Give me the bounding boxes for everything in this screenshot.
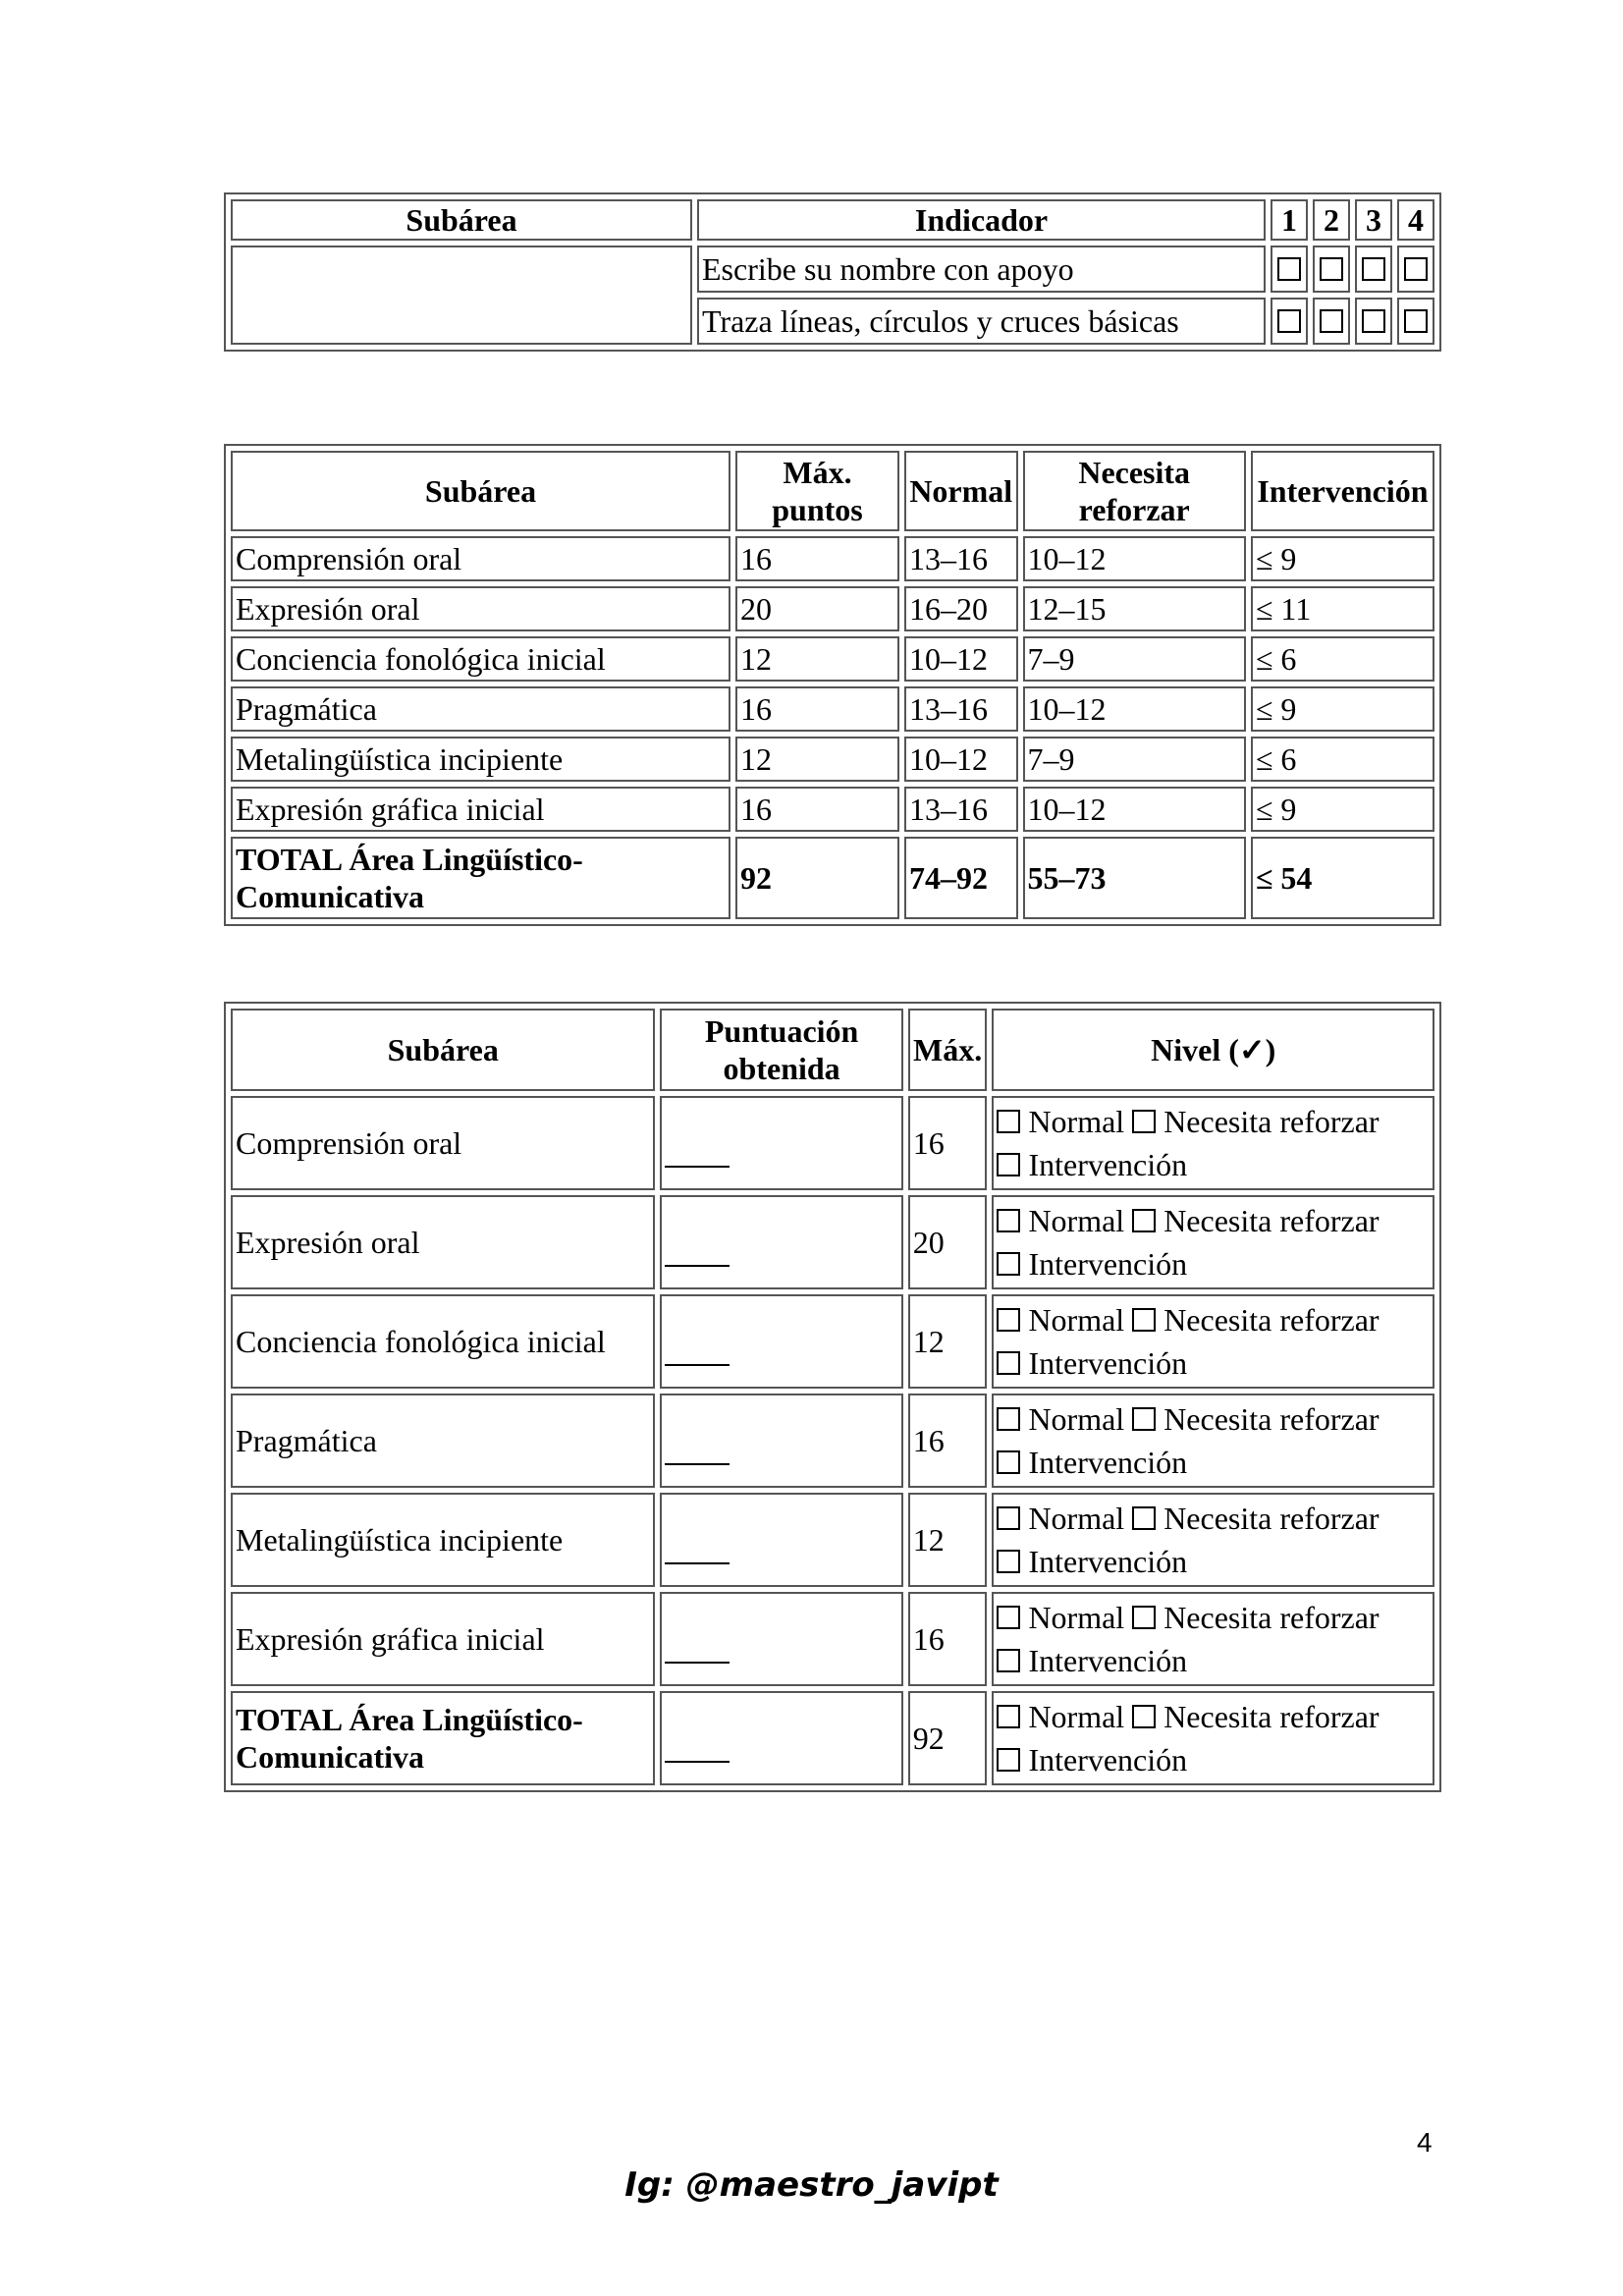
subarea-cell: Pragmática: [231, 1394, 655, 1488]
table-row: [231, 1294, 1434, 1389]
necesita-cell: 10–12: [1023, 686, 1246, 732]
intervencion-checkbox[interactable]: [997, 1153, 1020, 1176]
nivel-cell: [992, 1493, 1434, 1587]
nivel-cell: [992, 1195, 1434, 1289]
results-table: [224, 1002, 1441, 1792]
necesita-cell: 12–15: [1023, 586, 1246, 631]
score-blank-line[interactable]: [665, 1741, 730, 1763]
table-row: [231, 586, 1434, 631]
intervencion-cell: ≤ 6: [1251, 737, 1434, 782]
table-header-row: [231, 451, 1434, 531]
checkbox-icon: [1404, 257, 1428, 281]
table-row: [231, 536, 1434, 581]
necesita-reforzar-label: Necesita reforzar: [1163, 1600, 1380, 1635]
total-row: [231, 837, 1434, 919]
total-row: [231, 1691, 1434, 1785]
normal-checkbox[interactable]: [997, 1110, 1020, 1133]
header-normal: Normal: [904, 451, 1018, 531]
header-level-1: 1: [1271, 199, 1308, 241]
intervencion-cell: ≤ 9: [1251, 686, 1434, 732]
table-row: [231, 686, 1434, 732]
necesita-cell: 7–9: [1023, 737, 1246, 782]
subarea-cell: TOTAL Área Lingüístico-Comunicativa: [231, 1691, 655, 1785]
score-field[interactable]: [660, 1195, 902, 1289]
intervencion-cell: ≤ 9: [1251, 787, 1434, 832]
necesita-reforzar-checkbox[interactable]: [1132, 1407, 1156, 1431]
header-necesita-reforzar: Necesita reforzar: [1023, 451, 1246, 531]
max-cell: 12: [908, 1294, 988, 1389]
score-field[interactable]: [660, 1691, 902, 1785]
table-row: [231, 246, 1434, 293]
max-cell: 16: [735, 787, 899, 832]
intervencion-label: Intervención: [1028, 1147, 1188, 1182]
max-cell: 16: [908, 1394, 988, 1488]
normal-cell: 10–12: [904, 636, 1018, 682]
score-field[interactable]: [660, 1096, 902, 1190]
checkbox-icon: [1320, 309, 1343, 333]
level-1-checkbox[interactable]: [1271, 298, 1308, 345]
normal-cell: 10–12: [904, 737, 1018, 782]
necesita-cell: 7–9: [1023, 636, 1246, 682]
header-subarea: Subárea: [231, 199, 692, 241]
intervencion-label: Intervención: [1028, 1643, 1188, 1678]
table-row: [231, 636, 1434, 682]
max-cell: 16: [908, 1096, 988, 1190]
checkbox-icon: [1362, 309, 1385, 333]
normal-label: Normal: [1028, 1699, 1125, 1734]
normal-cell: 13–16: [904, 686, 1018, 732]
max-cell: 16: [735, 686, 899, 732]
score-blank-line[interactable]: [665, 1245, 730, 1267]
intervencion-cell: ≤ 9: [1251, 536, 1434, 581]
score-blank-line[interactable]: [665, 1543, 730, 1564]
nivel-cell: [992, 1294, 1434, 1389]
indicador-cell: Traza líneas, círculos y cruces básicas: [697, 298, 1266, 345]
necesita-cell: 10–12: [1023, 536, 1246, 581]
intervencion-label: Intervención: [1028, 1246, 1188, 1282]
indicator-checklist-table: [224, 192, 1441, 352]
header-subarea: Subárea: [231, 1009, 655, 1091]
level-4-checkbox[interactable]: [1397, 298, 1434, 345]
intervencion-checkbox[interactable]: [997, 1748, 1020, 1772]
table-header-row: [231, 1009, 1434, 1091]
intervencion-cell: ≤ 6: [1251, 636, 1434, 682]
score-field[interactable]: [660, 1493, 902, 1587]
level-1-checkbox[interactable]: [1271, 246, 1308, 293]
header-puntuacion-obtenida: Puntuación obtenida: [660, 1009, 902, 1091]
normal-checkbox[interactable]: [997, 1407, 1020, 1431]
normal-label: Normal: [1028, 1600, 1125, 1635]
intervencion-label: Intervención: [1028, 1345, 1188, 1381]
table-row: [231, 787, 1434, 832]
normal-checkbox[interactable]: [997, 1506, 1020, 1530]
nivel-cell: [992, 1691, 1434, 1785]
normal-checkbox[interactable]: [997, 1705, 1020, 1728]
table-header-row: [231, 199, 1434, 241]
necesita-cell: 10–12: [1023, 787, 1246, 832]
intervencion-checkbox[interactable]: [997, 1550, 1020, 1573]
header-max: Máx.: [908, 1009, 988, 1091]
score-blank-line[interactable]: [665, 1642, 730, 1664]
indicador-cell: Escribe su nombre con apoyo: [697, 246, 1266, 293]
necesita-reforzar-label: Necesita reforzar: [1163, 1699, 1380, 1734]
header-intervencion: Intervención: [1251, 451, 1434, 531]
intervencion-checkbox[interactable]: [997, 1649, 1020, 1672]
necesita-reforzar-label: Necesita reforzar: [1163, 1104, 1380, 1139]
intervencion-label: Intervención: [1028, 1544, 1188, 1579]
normal-label: Normal: [1028, 1302, 1125, 1338]
normal-label: Normal: [1028, 1203, 1125, 1238]
level-3-checkbox[interactable]: [1355, 246, 1392, 293]
nivel-cell: [992, 1592, 1434, 1686]
max-cell: 92: [735, 837, 899, 919]
subarea-cell: Expresión gráfica inicial: [231, 1592, 655, 1686]
score-blank-line[interactable]: [665, 1444, 730, 1465]
score-field[interactable]: [660, 1394, 902, 1488]
table-row: [231, 1592, 1434, 1686]
header-indicador: Indicador: [697, 199, 1266, 241]
subarea-cell: [231, 246, 692, 345]
header-nivel: Nivel (✓): [992, 1009, 1434, 1091]
normal-label: Normal: [1028, 1501, 1125, 1536]
page-number: 4: [1417, 2127, 1433, 2158]
level-3-checkbox[interactable]: [1355, 298, 1392, 345]
table-row: [231, 1394, 1434, 1488]
header-max-puntos: Máx. puntos: [735, 451, 899, 531]
subarea-cell: Pragmática: [231, 686, 730, 732]
table-row: [231, 1096, 1434, 1190]
intervencion-cell: ≤ 54: [1251, 837, 1434, 919]
checkbox-icon: [1362, 257, 1385, 281]
checkbox-icon: [1404, 309, 1428, 333]
subarea-cell: Metalingüística incipiente: [231, 1493, 655, 1587]
necesita-reforzar-checkbox[interactable]: [1132, 1209, 1156, 1232]
necesita-reforzar-checkbox[interactable]: [1132, 1606, 1156, 1629]
max-cell: 16: [735, 536, 899, 581]
normal-cell: 13–16: [904, 536, 1018, 581]
table-row: [231, 737, 1434, 782]
nivel-cell: [992, 1096, 1434, 1190]
header-level-3: 3: [1355, 199, 1392, 241]
intervencion-checkbox[interactable]: [997, 1351, 1020, 1375]
header-subarea: Subárea: [231, 451, 730, 531]
subarea-cell: Expresión oral: [231, 1195, 655, 1289]
checkbox-icon: [1277, 309, 1301, 333]
necesita-reforzar-label: Necesita reforzar: [1163, 1401, 1380, 1437]
table-row: [231, 1195, 1434, 1289]
max-cell: 12: [735, 636, 899, 682]
necesita-reforzar-label: Necesita reforzar: [1163, 1302, 1380, 1338]
max-cell: 92: [908, 1691, 988, 1785]
max-cell: 12: [735, 737, 899, 782]
normal-checkbox[interactable]: [997, 1606, 1020, 1629]
intervencion-label: Intervención: [1028, 1742, 1188, 1777]
normal-cell: 74–92: [904, 837, 1018, 919]
normal-cell: 13–16: [904, 787, 1018, 832]
header-level-4: 4: [1397, 199, 1434, 241]
necesita-reforzar-checkbox[interactable]: [1132, 1110, 1156, 1133]
level-2-checkbox[interactable]: [1313, 246, 1350, 293]
header-level-2: 2: [1313, 199, 1350, 241]
subarea-cell: TOTAL Área Lingüístico-Comunicativa: [231, 837, 730, 919]
table-row: [231, 1493, 1434, 1587]
normal-cell: 16–20: [904, 586, 1018, 631]
scoring-ranges-table: [224, 444, 1441, 926]
checkbox-icon: [1277, 257, 1301, 281]
normal-checkbox[interactable]: [997, 1308, 1020, 1332]
score-blank-line[interactable]: [665, 1146, 730, 1168]
necesita-cell: 55–73: [1023, 837, 1246, 919]
subarea-cell: Expresión oral: [231, 586, 730, 631]
normal-label: Normal: [1028, 1401, 1125, 1437]
necesita-reforzar-checkbox[interactable]: [1132, 1308, 1156, 1332]
subarea-cell: Conciencia fonológica inicial: [231, 1294, 655, 1389]
max-cell: 12: [908, 1493, 988, 1587]
score-field[interactable]: [660, 1294, 902, 1389]
footer-instagram-handle: Ig: @maestro_javipt: [624, 2165, 999, 2205]
necesita-reforzar-label: Necesita reforzar: [1163, 1203, 1380, 1238]
nivel-cell: [992, 1394, 1434, 1488]
checkbox-icon: [1320, 257, 1343, 281]
intervencion-cell: ≤ 11: [1251, 586, 1434, 631]
intervencion-label: Intervención: [1028, 1445, 1188, 1480]
normal-label: Normal: [1028, 1104, 1125, 1139]
intervencion-checkbox[interactable]: [997, 1450, 1020, 1474]
intervencion-checkbox[interactable]: [997, 1252, 1020, 1276]
subarea-cell: Comprensión oral: [231, 1096, 655, 1190]
max-cell: 20: [735, 586, 899, 631]
subarea-cell: Expresión gráfica inicial: [231, 787, 730, 832]
necesita-reforzar-checkbox[interactable]: [1132, 1705, 1156, 1728]
subarea-cell: Comprensión oral: [231, 536, 730, 581]
subarea-cell: Conciencia fonológica inicial: [231, 636, 730, 682]
score-blank-line[interactable]: [665, 1344, 730, 1366]
necesita-reforzar-label: Necesita reforzar: [1163, 1501, 1380, 1536]
necesita-reforzar-checkbox[interactable]: [1132, 1506, 1156, 1530]
level-4-checkbox[interactable]: [1397, 246, 1434, 293]
normal-checkbox[interactable]: [997, 1209, 1020, 1232]
score-field[interactable]: [660, 1592, 902, 1686]
level-2-checkbox[interactable]: [1313, 298, 1350, 345]
max-cell: 20: [908, 1195, 988, 1289]
subarea-cell: Metalingüística incipiente: [231, 737, 730, 782]
max-cell: 16: [908, 1592, 988, 1686]
